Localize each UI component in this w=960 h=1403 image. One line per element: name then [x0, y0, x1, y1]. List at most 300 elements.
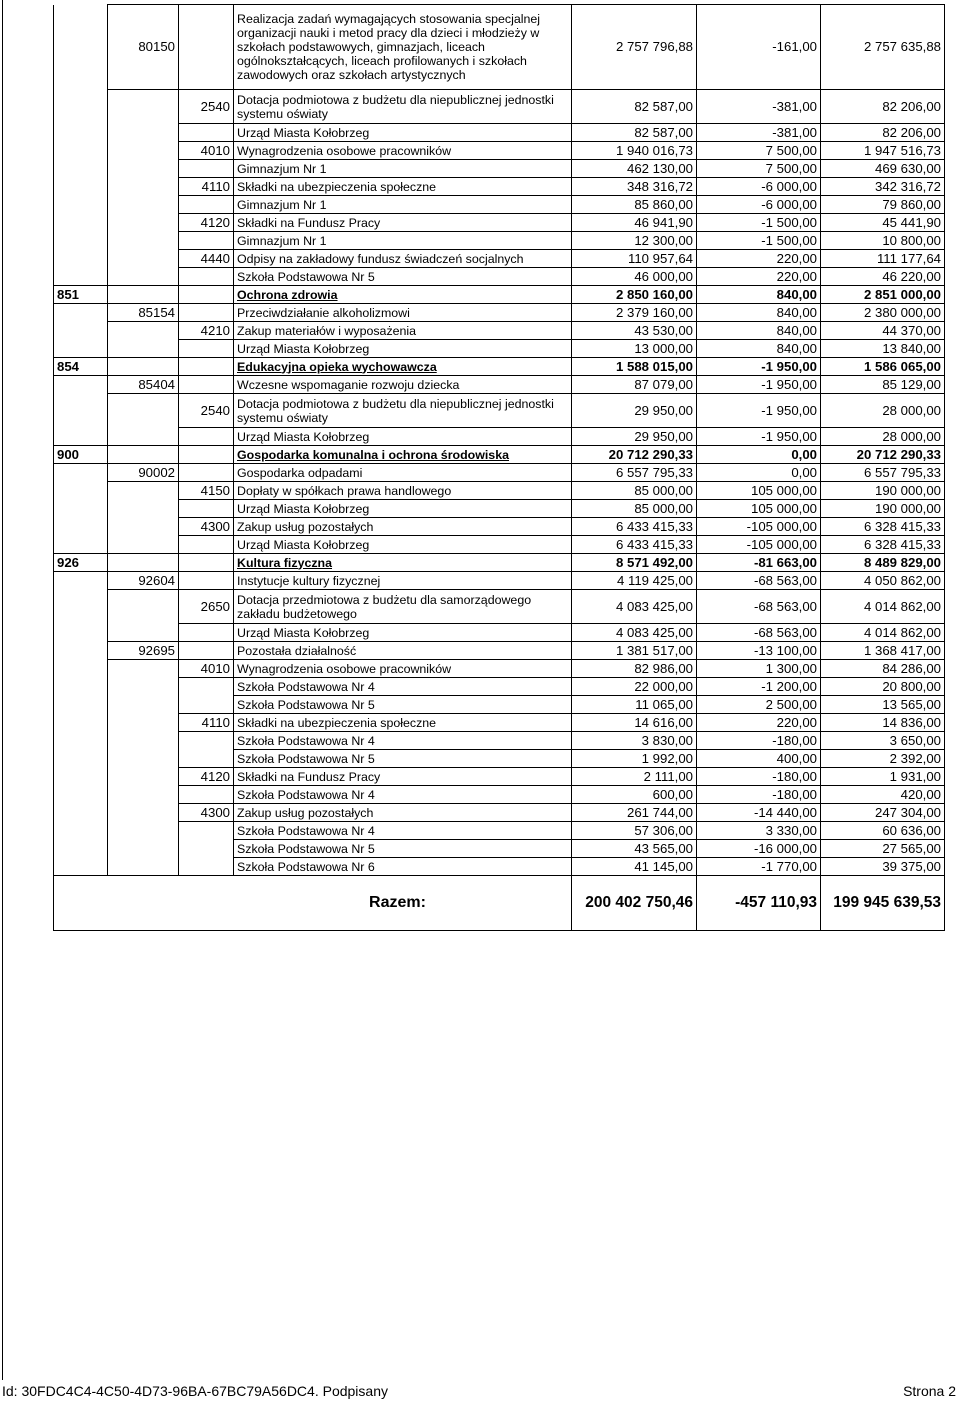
description-cell: Edukacyjna opieka wychowawcza — [234, 358, 572, 376]
chapter-cell — [108, 160, 179, 178]
after-change-cell: 2 392,00 — [821, 750, 945, 768]
plan-cell: 29 950,00 — [572, 428, 697, 446]
paragraph-cell: 4300 — [179, 804, 234, 822]
change-cell: 0,00 — [697, 464, 821, 482]
after-change-cell: 6 328 415,33 — [821, 536, 945, 554]
change-cell: -68 563,00 — [697, 624, 821, 642]
description-cell: Urząd Miasta Kołobrzeg — [234, 500, 572, 518]
chapter-cell: 90002 — [108, 464, 179, 482]
table-row — [54, 590, 945, 624]
chapter-cell — [108, 394, 179, 428]
total-row — [54, 876, 945, 931]
chapter-cell — [108, 322, 179, 340]
paragraph-cell: 4210 — [179, 322, 234, 340]
paragraph-cell: 4300 — [179, 518, 234, 536]
total-after-cell: 199 945 639,53 — [821, 876, 945, 931]
plan-cell: 4 083 425,00 — [572, 590, 697, 624]
table-row — [54, 446, 945, 464]
change-cell: -381,00 — [697, 124, 821, 142]
description-cell: Szkoła Podstawowa Nr 4 — [234, 678, 572, 696]
paragraph-cell — [179, 696, 234, 714]
paragraph-cell — [179, 678, 234, 696]
description-cell: Szkoła Podstawowa Nr 4 — [234, 822, 572, 840]
plan-cell: 600,00 — [572, 786, 697, 804]
plan-cell: 85 000,00 — [572, 500, 697, 518]
chapter-cell — [108, 358, 179, 376]
section-cell — [54, 232, 108, 250]
after-change-cell: 4 014 862,00 — [821, 624, 945, 642]
plan-cell: 6 557 795,33 — [572, 464, 697, 482]
description-cell: Wczesne wspomaganie rozwoju dziecka — [234, 376, 572, 394]
section-cell — [54, 500, 108, 518]
section-cell — [54, 196, 108, 214]
chapter-cell — [108, 768, 179, 786]
change-cell: 840,00 — [697, 286, 821, 304]
description-cell: Szkoła Podstawowa Nr 5 — [234, 840, 572, 858]
section-cell — [54, 376, 108, 394]
change-cell: -1 500,00 — [697, 232, 821, 250]
paragraph-cell — [179, 822, 234, 840]
chapter-cell — [108, 340, 179, 358]
change-cell: -6 000,00 — [697, 196, 821, 214]
paragraph-cell — [179, 268, 234, 286]
section-cell — [54, 714, 108, 732]
page-number: Strona 2 — [903, 1383, 956, 1399]
table-row — [54, 160, 945, 178]
document-id-footer: Id: 30FDC4C4-4C50-4D73-96BA-67BC79A56DC4. Podpisany — [2, 1383, 388, 1399]
chapter-cell — [108, 124, 179, 142]
paragraph-cell — [179, 304, 234, 322]
change-cell: 840,00 — [697, 340, 821, 358]
table-row — [54, 536, 945, 554]
after-change-cell: 10 800,00 — [821, 232, 945, 250]
section-cell — [54, 90, 108, 124]
table-row — [54, 5, 945, 90]
change-cell: 840,00 — [697, 322, 821, 340]
chapter-cell — [108, 840, 179, 858]
after-change-cell: 3 650,00 — [821, 732, 945, 750]
description-cell: Składki na ubezpieczenia społeczne — [234, 714, 572, 732]
table-row — [54, 268, 945, 286]
paragraph-cell — [179, 536, 234, 554]
after-change-cell: 420,00 — [821, 786, 945, 804]
plan-cell: 110 957,64 — [572, 250, 697, 268]
chapter-cell — [108, 696, 179, 714]
after-change-cell: 190 000,00 — [821, 482, 945, 500]
plan-cell: 87 079,00 — [572, 376, 697, 394]
section-cell — [54, 804, 108, 822]
after-change-cell: 6 328 415,33 — [821, 518, 945, 536]
plan-cell: 20 712 290,33 — [572, 446, 697, 464]
after-change-cell: 6 557 795,33 — [821, 464, 945, 482]
table-row — [54, 518, 945, 536]
paragraph-cell — [179, 446, 234, 464]
paragraph-cell: 4110 — [179, 714, 234, 732]
paragraph-cell: 4010 — [179, 142, 234, 160]
description-cell: Składki na Fundusz Pracy — [234, 214, 572, 232]
table-row — [54, 696, 945, 714]
total-label: Razem: — [54, 876, 572, 931]
table-row — [54, 358, 945, 376]
description-cell: Zakup usług pozostałych — [234, 804, 572, 822]
plan-cell: 1 381 517,00 — [572, 642, 697, 660]
table-row — [54, 714, 945, 732]
description-cell: Gospodarka komunalna i ochrona środowiska — [234, 446, 572, 464]
change-cell: 2 500,00 — [697, 696, 821, 714]
after-change-cell: 46 220,00 — [821, 268, 945, 286]
change-cell: 105 000,00 — [697, 500, 821, 518]
paragraph-cell — [179, 286, 234, 304]
section-cell — [54, 482, 108, 500]
section-cell — [54, 624, 108, 642]
chapter-cell: 85154 — [108, 304, 179, 322]
description-cell: Przeciwdziałanie alkoholizmowi — [234, 304, 572, 322]
description-cell: Gospodarka odpadami — [234, 464, 572, 482]
table-row — [54, 340, 945, 358]
table-row — [54, 322, 945, 340]
table-row — [54, 286, 945, 304]
chapter-cell: 85404 — [108, 376, 179, 394]
table-row — [54, 822, 945, 840]
after-change-cell: 1 586 065,00 — [821, 358, 945, 376]
paragraph-cell — [179, 572, 234, 590]
change-cell: 105 000,00 — [697, 482, 821, 500]
plan-cell: 82 587,00 — [572, 124, 697, 142]
chapter-cell — [108, 750, 179, 768]
plan-cell: 12 300,00 — [572, 232, 697, 250]
table-row — [54, 642, 945, 660]
section-cell — [54, 5, 108, 90]
description-cell: Szkoła Podstawowa Nr 5 — [234, 696, 572, 714]
table-row — [54, 178, 945, 196]
paragraph-cell — [179, 196, 234, 214]
change-cell: 220,00 — [697, 268, 821, 286]
after-change-cell: 2 757 635,88 — [821, 5, 945, 90]
chapter-cell — [108, 554, 179, 572]
plan-cell: 348 316,72 — [572, 178, 697, 196]
paragraph-cell: 4010 — [179, 660, 234, 678]
after-change-cell: 85 129,00 — [821, 376, 945, 394]
description-cell: Dopłaty w spółkach prawa handlowego — [234, 482, 572, 500]
plan-cell: 1 992,00 — [572, 750, 697, 768]
plan-cell: 43 565,00 — [572, 840, 697, 858]
after-change-cell: 13 565,00 — [821, 696, 945, 714]
section-cell — [54, 394, 108, 428]
chapter-cell — [108, 428, 179, 446]
chapter-cell — [108, 178, 179, 196]
section-cell — [54, 340, 108, 358]
description-cell: Urząd Miasta Kołobrzeg — [234, 124, 572, 142]
plan-cell: 4 083 425,00 — [572, 624, 697, 642]
paragraph-cell — [179, 464, 234, 482]
after-change-cell: 14 836,00 — [821, 714, 945, 732]
section-cell — [54, 696, 108, 714]
after-change-cell: 84 286,00 — [821, 660, 945, 678]
plan-cell: 22 000,00 — [572, 678, 697, 696]
change-cell: -1 770,00 — [697, 858, 821, 876]
table-row — [54, 624, 945, 642]
change-cell: -180,00 — [697, 732, 821, 750]
table-row — [54, 732, 945, 750]
table-row — [54, 678, 945, 696]
section-cell — [54, 160, 108, 178]
section-cell — [54, 678, 108, 696]
plan-cell: 3 830,00 — [572, 732, 697, 750]
chapter-cell — [108, 660, 179, 678]
plan-cell: 2 379 160,00 — [572, 304, 697, 322]
paragraph-cell — [179, 160, 234, 178]
change-cell: 7 500,00 — [697, 160, 821, 178]
plan-cell: 13 000,00 — [572, 340, 697, 358]
paragraph-cell — [179, 624, 234, 642]
change-cell: -1 950,00 — [697, 394, 821, 428]
after-change-cell: 82 206,00 — [821, 90, 945, 124]
paragraph-cell — [179, 232, 234, 250]
section-cell — [54, 822, 108, 840]
description-cell: Kultura fizyczna — [234, 554, 572, 572]
section-cell — [54, 572, 108, 590]
description-cell: Wynagrodzenia osobowe pracowników — [234, 142, 572, 160]
chapter-cell: 92695 — [108, 642, 179, 660]
section-cell — [54, 428, 108, 446]
change-cell: 1 300,00 — [697, 660, 821, 678]
plan-cell: 4 119 425,00 — [572, 572, 697, 590]
plan-cell: 1 940 016,73 — [572, 142, 697, 160]
description-cell: Wynagrodzenia osobowe pracowników — [234, 660, 572, 678]
description-cell: Dotacja przedmiotowa z budżetu dla samorządowego zakładu budżetowego — [234, 590, 572, 624]
table-row — [54, 124, 945, 142]
paragraph-cell — [179, 5, 234, 90]
after-change-cell: 20 712 290,33 — [821, 446, 945, 464]
chapter-cell: 80150 — [108, 5, 179, 90]
section-cell — [54, 750, 108, 768]
description-cell: Dotacja podmiotowa z budżetu dla niepublicznej jednostki systemu oświaty — [234, 90, 572, 124]
paragraph-cell: 4120 — [179, 214, 234, 232]
change-cell: -180,00 — [697, 786, 821, 804]
change-cell: -161,00 — [697, 5, 821, 90]
section-cell — [54, 250, 108, 268]
paragraph-cell: 2650 — [179, 590, 234, 624]
description-cell: Zakup usług pozostałych — [234, 518, 572, 536]
paragraph-cell: 2540 — [179, 394, 234, 428]
paragraph-cell — [179, 642, 234, 660]
description-cell: Szkoła Podstawowa Nr 5 — [234, 750, 572, 768]
description-cell: Składki na Fundusz Pracy — [234, 768, 572, 786]
description-cell: Zakup materiałów i wyposażenia — [234, 322, 572, 340]
description-cell: Odpisy na zakładowy fundusz świadczeń socjalnych — [234, 250, 572, 268]
after-change-cell: 4 050 862,00 — [821, 572, 945, 590]
change-cell: -180,00 — [697, 768, 821, 786]
description-cell: Szkoła Podstawowa Nr 5 — [234, 268, 572, 286]
description-cell: Instytucje kultury fizycznej — [234, 572, 572, 590]
section-cell — [54, 536, 108, 554]
chapter-cell — [108, 858, 179, 876]
section-cell — [54, 732, 108, 750]
table-row — [54, 464, 945, 482]
plan-cell: 2 111,00 — [572, 768, 697, 786]
table-row — [54, 142, 945, 160]
description-cell: Szkoła Podstawowa Nr 4 — [234, 732, 572, 750]
plan-cell: 57 306,00 — [572, 822, 697, 840]
description-cell: Składki na ubezpieczenia społeczne — [234, 178, 572, 196]
paragraph-cell — [179, 750, 234, 768]
description-cell: Pozostała działalność — [234, 642, 572, 660]
chapter-cell: 92604 — [108, 572, 179, 590]
table-row — [54, 250, 945, 268]
chapter-cell — [108, 142, 179, 160]
table-row — [54, 232, 945, 250]
section-cell — [54, 178, 108, 196]
after-change-cell: 8 489 829,00 — [821, 554, 945, 572]
description-cell: Urząd Miasta Kołobrzeg — [234, 536, 572, 554]
description-cell: Ochrona zdrowia — [234, 286, 572, 304]
paragraph-cell: 2540 — [179, 90, 234, 124]
description-cell: Szkoła Podstawowa Nr 4 — [234, 786, 572, 804]
section-cell — [54, 268, 108, 286]
table-row — [54, 482, 945, 500]
description-cell: Szkoła Podstawowa Nr 6 — [234, 858, 572, 876]
chapter-cell — [108, 90, 179, 124]
table-row — [54, 394, 945, 428]
paragraph-cell — [179, 840, 234, 858]
plan-cell: 29 950,00 — [572, 394, 697, 428]
chapter-cell — [108, 214, 179, 232]
paragraph-cell — [179, 358, 234, 376]
after-change-cell: 27 565,00 — [821, 840, 945, 858]
after-change-cell: 79 860,00 — [821, 196, 945, 214]
after-change-cell: 28 000,00 — [821, 428, 945, 446]
paragraph-cell — [179, 376, 234, 394]
after-change-cell: 111 177,64 — [821, 250, 945, 268]
paragraph-cell — [179, 732, 234, 750]
table-row — [54, 750, 945, 768]
change-cell: 400,00 — [697, 750, 821, 768]
chapter-cell — [108, 286, 179, 304]
plan-cell: 1 588 015,00 — [572, 358, 697, 376]
section-cell — [54, 322, 108, 340]
table-row — [54, 768, 945, 786]
change-cell: -105 000,00 — [697, 536, 821, 554]
description-cell: Gimnazjum Nr 1 — [234, 196, 572, 214]
plan-cell: 8 571 492,00 — [572, 554, 697, 572]
paragraph-cell — [179, 554, 234, 572]
section-cell — [54, 124, 108, 142]
total-change-cell: -457 110,93 — [697, 876, 821, 931]
section-cell — [54, 642, 108, 660]
change-cell: -1 950,00 — [697, 376, 821, 394]
section-cell: 854 — [54, 358, 108, 376]
chapter-cell — [108, 786, 179, 804]
section-cell: 900 — [54, 446, 108, 464]
after-change-cell: 2 380 000,00 — [821, 304, 945, 322]
paragraph-cell — [179, 858, 234, 876]
change-cell: -81 663,00 — [697, 554, 821, 572]
table-row — [54, 840, 945, 858]
section-cell — [54, 590, 108, 624]
plan-cell: 43 530,00 — [572, 322, 697, 340]
description-cell: Gimnazjum Nr 1 — [234, 160, 572, 178]
table-row — [54, 90, 945, 124]
after-change-cell: 82 206,00 — [821, 124, 945, 142]
after-change-cell: 190 000,00 — [821, 500, 945, 518]
plan-cell: 2 850 160,00 — [572, 286, 697, 304]
table-row — [54, 804, 945, 822]
section-cell — [54, 214, 108, 232]
section-cell: 926 — [54, 554, 108, 572]
table-row — [54, 554, 945, 572]
table-row — [54, 428, 945, 446]
change-cell: -6 000,00 — [697, 178, 821, 196]
after-change-cell: 20 800,00 — [821, 678, 945, 696]
chapter-cell — [108, 804, 179, 822]
description-cell: Dotacja podmiotowa z budżetu dla niepublicznej jednostki systemu oświaty — [234, 394, 572, 428]
plan-cell: 46 000,00 — [572, 268, 697, 286]
change-cell: 7 500,00 — [697, 142, 821, 160]
plan-cell: 82 587,00 — [572, 90, 697, 124]
change-cell: -1 950,00 — [697, 358, 821, 376]
chapter-cell — [108, 482, 179, 500]
change-cell: -16 000,00 — [697, 840, 821, 858]
paragraph-cell — [179, 786, 234, 804]
chapter-cell — [108, 714, 179, 732]
description-cell: Gimnazjum Nr 1 — [234, 232, 572, 250]
after-change-cell: 342 316,72 — [821, 178, 945, 196]
change-cell: -1 500,00 — [697, 214, 821, 232]
plan-cell: 85 860,00 — [572, 196, 697, 214]
table-row — [54, 858, 945, 876]
after-change-cell: 44 370,00 — [821, 322, 945, 340]
plan-cell: 14 616,00 — [572, 714, 697, 732]
table-row — [54, 660, 945, 678]
section-cell — [54, 142, 108, 160]
plan-cell: 85 000,00 — [572, 482, 697, 500]
table-row — [54, 786, 945, 804]
change-cell: 3 330,00 — [697, 822, 821, 840]
change-cell: 220,00 — [697, 714, 821, 732]
plan-cell: 462 130,00 — [572, 160, 697, 178]
change-cell: -14 440,00 — [697, 804, 821, 822]
after-change-cell: 60 636,00 — [821, 822, 945, 840]
after-change-cell: 28 000,00 — [821, 394, 945, 428]
plan-cell: 41 145,00 — [572, 858, 697, 876]
after-change-cell: 1 931,00 — [821, 768, 945, 786]
plan-cell: 261 744,00 — [572, 804, 697, 822]
change-cell: 840,00 — [697, 304, 821, 322]
plan-cell: 82 986,00 — [572, 660, 697, 678]
description-cell: Realizacja zadań wymagających stosowania specjalnej organizacji nauki i metod pracy dla dzieci i młodzieży w szkołach podstawowych, gimnazjach, liceach ogólnokształcących, liceach profilowanych i szkołach zawodowych oraz szkołach artystycznych — [234, 5, 572, 90]
section-cell — [54, 518, 108, 536]
chapter-cell — [108, 678, 179, 696]
change-cell: -68 563,00 — [697, 572, 821, 590]
description-cell: Urząd Miasta Kołobrzeg — [234, 428, 572, 446]
chapter-cell — [108, 268, 179, 286]
chapter-cell — [108, 732, 179, 750]
description-cell: Urząd Miasta Kołobrzeg — [234, 624, 572, 642]
change-cell: 220,00 — [697, 250, 821, 268]
section-cell — [54, 660, 108, 678]
change-cell: -105 000,00 — [697, 518, 821, 536]
paragraph-cell — [179, 340, 234, 358]
change-cell: -1 200,00 — [697, 678, 821, 696]
plan-cell: 46 941,90 — [572, 214, 697, 232]
total-plan-cell: 200 402 750,46 — [572, 876, 697, 931]
section-cell — [54, 786, 108, 804]
after-change-cell: 1 368 417,00 — [821, 642, 945, 660]
change-cell: -381,00 — [697, 90, 821, 124]
table-row — [54, 196, 945, 214]
after-change-cell: 4 014 862,00 — [821, 590, 945, 624]
chapter-cell — [108, 232, 179, 250]
